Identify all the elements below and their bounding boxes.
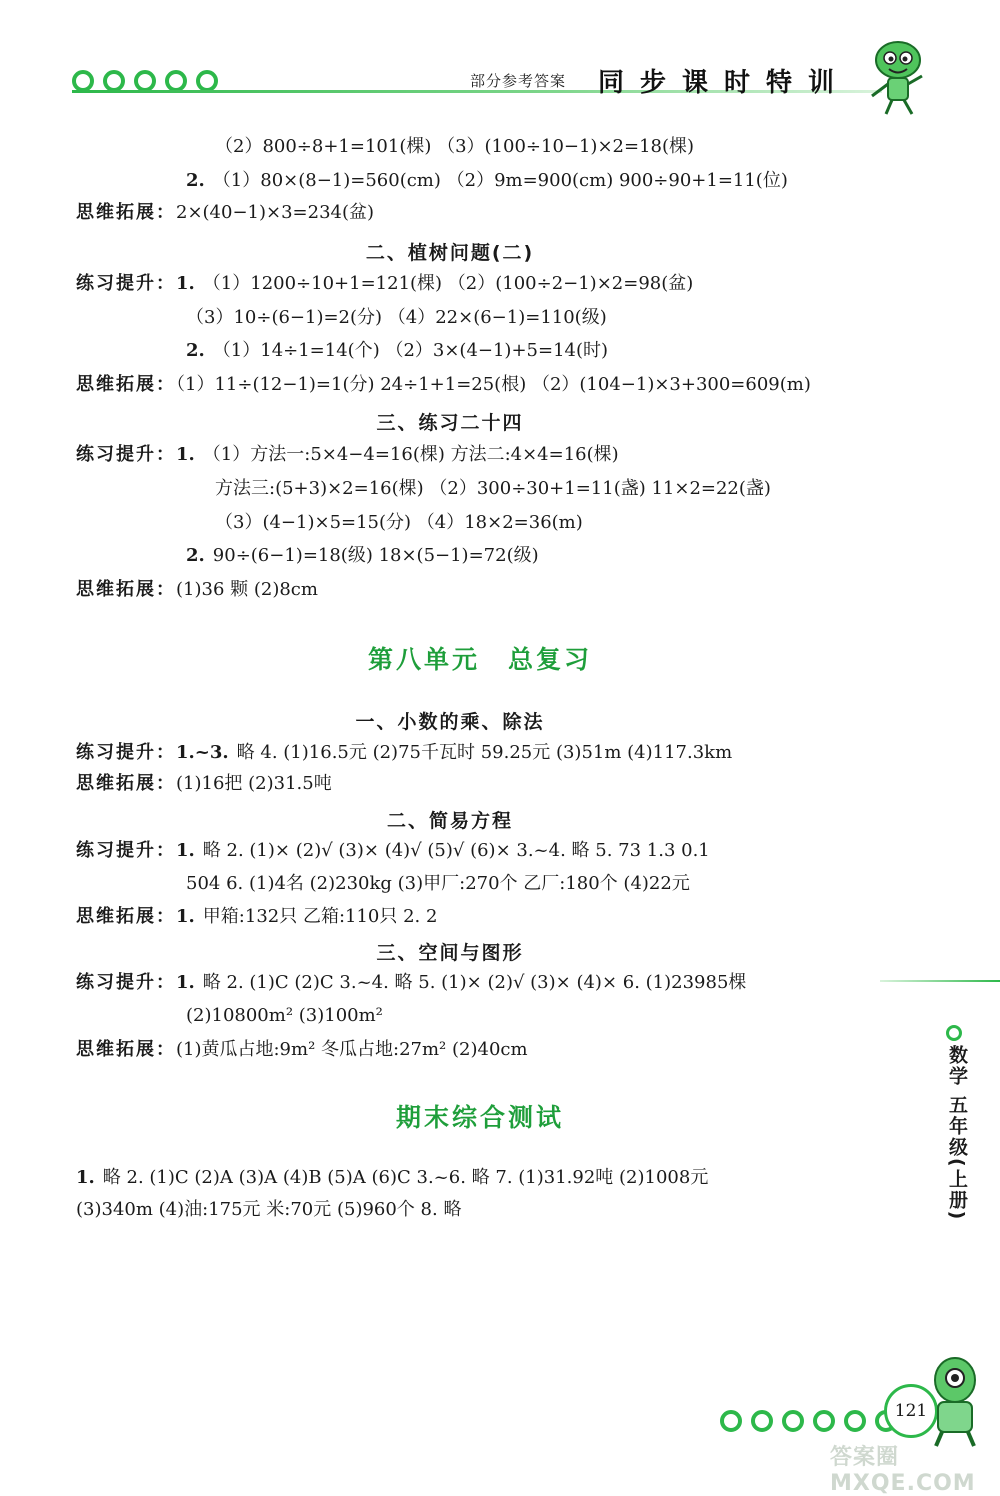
question-number: 2. [186,170,205,191]
question-number: 1. [176,444,195,465]
answer-line [76,202,374,224]
answer-category-label: 思维拓展： [76,773,176,794]
side-subject: 数学 [946,1045,968,1087]
section-heading: 二、简易方程 [386,810,513,832]
pencil-mascot-icon [862,38,934,118]
question-number: 2. [186,545,205,566]
answer-text: （1）1200÷10+1=121(棵) （2）(100÷2−1)×2=98(盆) [202,273,694,294]
section-heading: 三、空间与图形 [376,942,524,964]
answer-text: （1）11÷(12−1)=1(分) 24÷1+1=25(根) （2）(104−1)×3+300=609(m) [176,374,811,395]
answer-category-label: 练习提升： [76,840,176,861]
section-heading: 三、练习二十四 [376,412,524,434]
answer-line [215,512,583,534]
question-number: 1. [176,972,195,993]
circle-icon [196,70,218,92]
section-heading: 二、植树问题(二) [365,242,535,264]
answer-text: 略 2. (1)C (2)C 3.~4. 略 5. (1)× (2)√ (3)× (4)× 6. (1)23985棵 [202,972,747,993]
answer-text: （3）(4−1)×5=15(分) （4）18×2=36(m) [215,512,583,533]
answer-line [186,545,539,567]
answer-category-label: 思维拓展： [76,1039,176,1060]
robot-mascot-icon [920,1350,990,1450]
circle-icon [946,1025,962,1041]
answer-line [76,972,746,994]
answer-category-label: 思维拓展： [76,906,176,927]
circle-icon [782,1410,804,1432]
answer-text: (1)16把 (2)31.5吨 [176,773,332,794]
answer-line [186,873,690,895]
watermark: 答案圈 MXQE.COM [830,1445,976,1496]
answer-text: （1）14÷1=14(个) （2）3×(4−1)+5=14(时) [212,340,609,361]
circle-icon [813,1410,835,1432]
circle-icon [844,1410,866,1432]
answer-line [186,307,607,329]
page-number: 121 [894,1401,928,1421]
circle-icon [134,70,156,92]
answer-category-label: 思维拓展： [76,374,176,395]
answer-text: (2)10800m² (3)100m² [186,1005,383,1026]
side-grade: 五年级(上册) [946,1095,968,1222]
header-decoration-circles [72,70,218,92]
answer-line [215,136,694,158]
answer-line [215,478,771,500]
answer-text: （1）80×(8−1)=560(cm) （2）9m=900(cm) 900÷90+1=11(位) [212,170,788,191]
answer-category-label: 思维拓展： [76,202,176,223]
circle-icon [720,1410,742,1432]
header-label: 部分参考答案 [470,72,567,90]
question-number: 1.~3. [176,742,229,763]
answer-line [76,1167,708,1189]
circle-icon [103,70,125,92]
answer-line [186,1005,383,1027]
answer-text: （2）800÷8+1=101(棵) （3）(100÷10−1)×2=18(棵) [215,136,695,157]
answer-line [76,906,437,928]
side-rule [880,980,1000,982]
question-number: 1. [176,273,195,294]
answer-category-label: 练习提升： [76,742,176,763]
answer-category-label: 练习提升： [76,273,176,294]
question-number: 1. [176,906,195,927]
answer-line [76,840,710,862]
answer-text: 略 2. (1)× (2)√ (3)× (4)√ (5)√ (6)× 3.~4. 略 5. 73 1.3 0.1 [202,840,710,861]
answer-line [186,340,608,362]
answer-line [76,742,732,764]
answer-line [76,374,811,396]
answer-text: 方法三:(5+3)×2=16(棵) （2）300÷30+1=11(盏) 11×2=22(盏) [215,478,771,499]
answer-line [76,579,318,601]
answer-text: 504 6. (1)4名 (2)230kg (3)甲厂:270个 乙厂:180个 (4)22元 [186,873,690,894]
answer-text: 略 2. (1)C (2)A (3)A (4)B (5)A (6)C 3.~6. 略 7. (1)31.92吨 (2)1008元 [102,1167,709,1188]
answer-line [76,444,619,466]
answer-line [76,1039,528,1061]
answer-text: 2×(40−1)×3=234(盆) [176,202,375,223]
answer-line [76,273,693,295]
unit-title: 第八单元 总复习 [367,645,592,674]
answer-text: (1)36 颗 (2)8cm [176,579,318,600]
answer-text: 略 4. (1)16.5元 (2)75千瓦时 59.25元 (3)51m (4)117.3km [236,742,733,763]
footer-decoration-circles [720,1410,897,1432]
answer-category-label: 思维拓展： [76,579,176,600]
answer-text: 甲箱:132只 乙箱:110只 2. 2 [202,906,438,927]
answer-category-label: 练习提升： [76,972,176,993]
question-number: 2. [186,340,205,361]
answer-line [76,773,332,795]
question-number: 1. [176,840,195,861]
answer-text: (1)黄瓜占地:9m² 冬瓜占地:27m² (2)40cm [176,1039,528,1060]
answer-text: 90÷(6−1)=18(级) 18×(5−1)=72(级) [212,545,539,566]
question-number: 1. [76,1167,95,1188]
answer-line [186,170,788,192]
header-title: 同步课时特训 [598,68,851,98]
section-heading: 一、小数的乘、除法 [355,711,545,733]
answer-text: (3)340m (4)油:175元 米:70元 (5)960个 8. 略 [76,1199,462,1220]
circle-icon [72,70,94,92]
answer-text: （3）10÷(6−1)=2(分) （4）22×(6−1)=110(级) [186,307,607,328]
circle-icon [165,70,187,92]
circle-icon [751,1410,773,1432]
answer-line [76,1199,461,1221]
unit-title: 期末综合测试 [395,1103,564,1132]
answer-category-label: 练习提升： [76,444,176,465]
answer-text: （1）方法一:5×4−4=16(棵) 方法二:4×4=16(棵) [202,444,619,465]
